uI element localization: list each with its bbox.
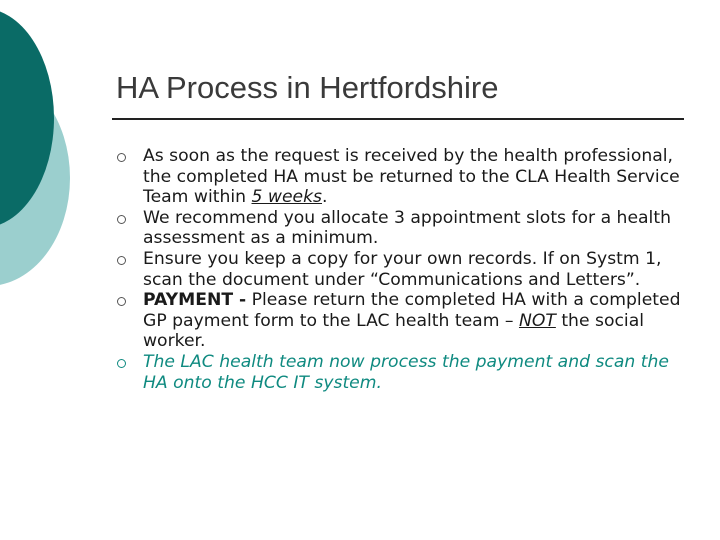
bullet-text-end: . <box>322 187 328 208</box>
ring-bullet-icon <box>117 359 126 368</box>
bullet-text: The LAC health team now process the payment and scan the HA onto the HCC IT system. <box>143 351 669 393</box>
ring-bullet-icon <box>117 256 126 265</box>
bullet-item-lac-process <box>116 352 686 393</box>
bullet-text: Please return the completed HA with a completed GP payment form to the LAC health team – <box>143 290 681 331</box>
bullet-text-end: the social worker. <box>143 310 644 352</box>
slide-title: HA Process in Hertfordshire <box>116 70 499 105</box>
decorative-circles <box>0 0 120 300</box>
bullet-item-appointment-slots <box>116 208 686 249</box>
title-divider <box>112 118 684 120</box>
bullet-text: Ensure you keep a copy for your own records. If on Systm 1, scan the document under “Communications and Letters”. <box>143 248 662 290</box>
not-emphasis: NOT <box>518 310 556 331</box>
ring-bullet-icon <box>117 153 126 162</box>
bullet-text: As soon as the request is received by the health professional, the completed HA must be returned to the CLA Health Service Team within <box>143 146 680 208</box>
bullet-text: We recommend you allocate 3 appointment slots for a health assessment as a minimum. <box>143 207 671 249</box>
bullet-item-payment <box>116 290 686 352</box>
bullet-item-keep-copy <box>116 249 686 290</box>
bullet-item-return-deadline <box>116 146 686 208</box>
bullet-list <box>116 146 686 393</box>
ring-bullet-icon <box>117 297 126 306</box>
ring-bullet-icon <box>117 215 126 224</box>
payment-label: PAYMENT - <box>143 290 247 311</box>
deadline-emphasis: 5 weeks <box>251 187 323 208</box>
